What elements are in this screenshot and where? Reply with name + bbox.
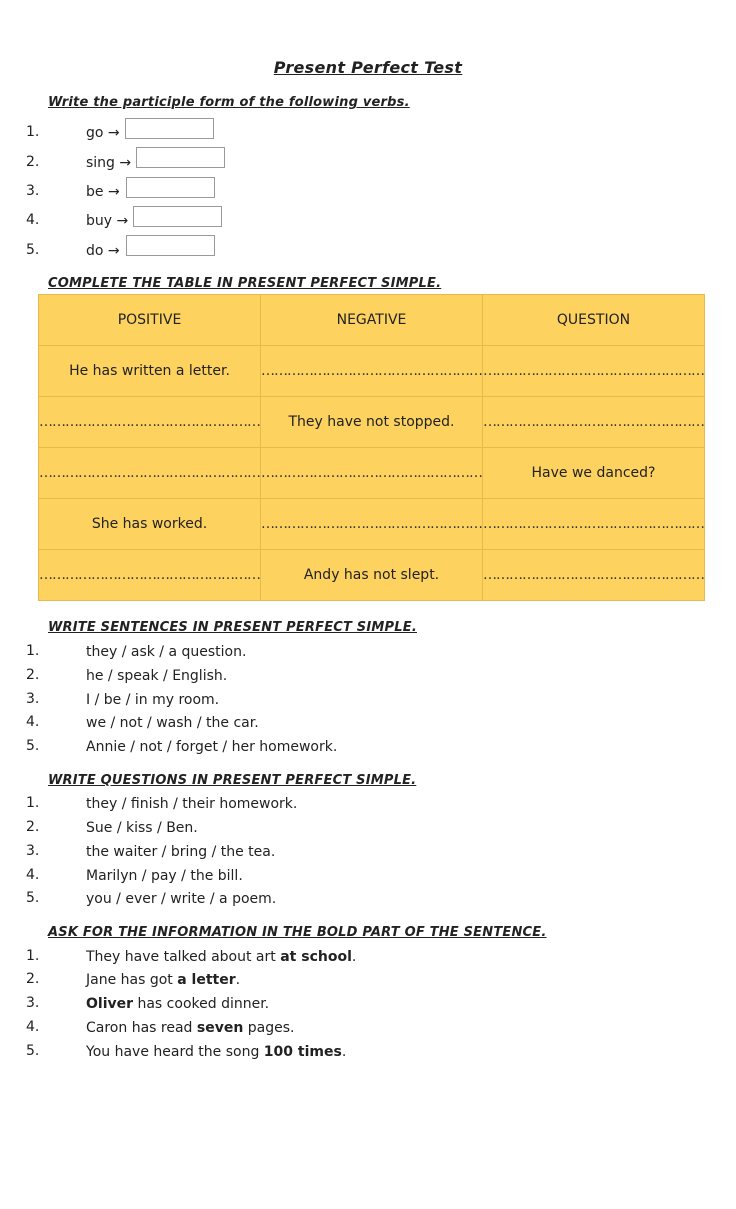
answer-input-do[interactable] xyxy=(126,235,215,256)
exercise-prompt: they / finish / their homework. xyxy=(86,796,298,812)
item-number: 4. xyxy=(26,1019,40,1035)
exercise-prompt: you / ever / write / a poem. xyxy=(86,891,277,907)
present-perfect-table xyxy=(38,294,705,601)
exercise-prompt: they / ask / a question. xyxy=(86,644,247,660)
item-number: 1. xyxy=(26,124,40,140)
sentence-text: They have talked about art xyxy=(86,949,281,965)
verb-prompt: sing → xyxy=(86,155,132,171)
item-number: 3. xyxy=(26,995,40,1011)
table-row xyxy=(39,550,705,601)
table-cell-given: He has written a letter. xyxy=(39,346,261,397)
answer-input-be[interactable] xyxy=(126,177,215,198)
exercise-prompt: Marilyn / pay / the bill. xyxy=(86,868,243,884)
column-header-positive: POSITIVE xyxy=(39,295,261,346)
exercise-prompt: I / be / in my room. xyxy=(86,692,220,708)
answer-input-buy[interactable] xyxy=(133,206,222,227)
item-number: 2. xyxy=(26,154,40,170)
item-number: 2. xyxy=(26,819,40,835)
item-number: 1. xyxy=(26,643,40,659)
verb-prompt: be → xyxy=(86,184,120,200)
table-cell-blank[interactable]: …………………………………………… xyxy=(39,550,261,601)
item-number: 4. xyxy=(26,212,40,228)
table-cell-blank[interactable]: …………………………………………… xyxy=(39,397,261,448)
item-number: 3. xyxy=(26,183,40,199)
exercise-prompt: the waiter / bring / the tea. xyxy=(86,844,276,860)
sentence-text: Jane has got xyxy=(86,972,178,988)
section5-heading: ASK FOR THE INFORMATION IN THE BOLD PART OF THE SENTENCE. xyxy=(48,925,547,940)
exercise-prompt xyxy=(86,972,240,988)
table-cell-given: Andy has not slept. xyxy=(261,550,483,601)
page-title: Present Perfect Test xyxy=(273,58,463,77)
verb-prompt: do → xyxy=(86,243,120,259)
table-cell-blank[interactable]: …………………………………………… xyxy=(483,499,705,550)
sentence-text: You have heard the song xyxy=(86,1044,264,1060)
table-cell-blank[interactable]: …………………………………………… xyxy=(39,448,261,499)
sentence-text: has cooked dinner. xyxy=(133,996,270,1012)
exercise-prompt xyxy=(86,996,269,1012)
table-row xyxy=(39,346,705,397)
table-cell-given: She has worked. xyxy=(39,499,261,550)
exercise-prompt: he / speak / English. xyxy=(86,668,228,684)
item-number: 5. xyxy=(26,1043,40,1059)
item-number: 4. xyxy=(26,714,40,730)
section2-heading: COMPLETE THE TABLE IN PRESENT PERFECT SIMPLE. xyxy=(48,276,442,291)
table-cell-blank[interactable]: …………………………………………… xyxy=(483,346,705,397)
sentence-text: . xyxy=(351,949,357,965)
item-number: 2. xyxy=(26,971,40,987)
table-cell-blank[interactable]: …………………………………………… xyxy=(483,397,705,448)
section4-heading: WRITE QUESTIONS IN PRESENT PERFECT SIMPLE. xyxy=(48,773,417,788)
section3-heading: WRITE SENTENCES IN PRESENT PERFECT SIMPLE. xyxy=(48,620,417,635)
table-row xyxy=(39,499,705,550)
bold-part: a letter xyxy=(177,972,236,988)
item-number: 2. xyxy=(26,667,40,683)
item-number: 3. xyxy=(26,843,40,859)
sentence-text: pages. xyxy=(243,1020,295,1036)
item-number: 4. xyxy=(26,867,40,883)
item-number: 5. xyxy=(26,890,40,906)
column-header-negative: NEGATIVE xyxy=(261,295,483,346)
column-header-question: QUESTION xyxy=(483,295,705,346)
item-number: 5. xyxy=(26,242,40,258)
sentence-text: . xyxy=(341,1044,347,1060)
item-number: 3. xyxy=(26,691,40,707)
bold-part: Oliver xyxy=(86,996,134,1012)
item-number: 1. xyxy=(26,795,40,811)
exercise-prompt: Annie / not / forget / her homework. xyxy=(86,739,338,755)
table-row xyxy=(39,397,705,448)
item-number: 5. xyxy=(26,738,40,754)
sentence-text: Caron has read xyxy=(86,1020,197,1036)
table-cell-blank[interactable]: …………………………………………… xyxy=(261,346,483,397)
exercise-prompt xyxy=(86,1020,294,1036)
table-row xyxy=(39,448,705,499)
table-cell-blank[interactable]: …………………………………………… xyxy=(261,499,483,550)
verb-prompt: buy → xyxy=(86,213,129,229)
section1-heading: Write the participle form of the following verbs. xyxy=(48,95,410,110)
table-cell-given: They have not stopped. xyxy=(261,397,483,448)
answer-input-sing[interactable] xyxy=(136,147,225,168)
sentence-text: . xyxy=(235,972,241,988)
exercise-prompt: we / not / wash / the car. xyxy=(86,715,259,731)
exercise-prompt xyxy=(86,949,356,965)
item-number: 1. xyxy=(26,948,40,964)
exercise-prompt xyxy=(86,1044,346,1060)
table-cell-blank[interactable]: …………………………………………… xyxy=(483,550,705,601)
table-cell-given: Have we danced? xyxy=(483,448,705,499)
verb-prompt: go → xyxy=(86,125,120,141)
table-cell-blank[interactable]: …………………………………………… xyxy=(261,448,483,499)
bold-part: 100 times xyxy=(263,1044,342,1060)
bold-part: seven xyxy=(196,1020,244,1036)
answer-input-go[interactable] xyxy=(125,118,214,139)
table-header-row xyxy=(39,295,705,346)
exercise-prompt: Sue / kiss / Ben. xyxy=(86,820,198,836)
bold-part: at school xyxy=(280,949,352,965)
